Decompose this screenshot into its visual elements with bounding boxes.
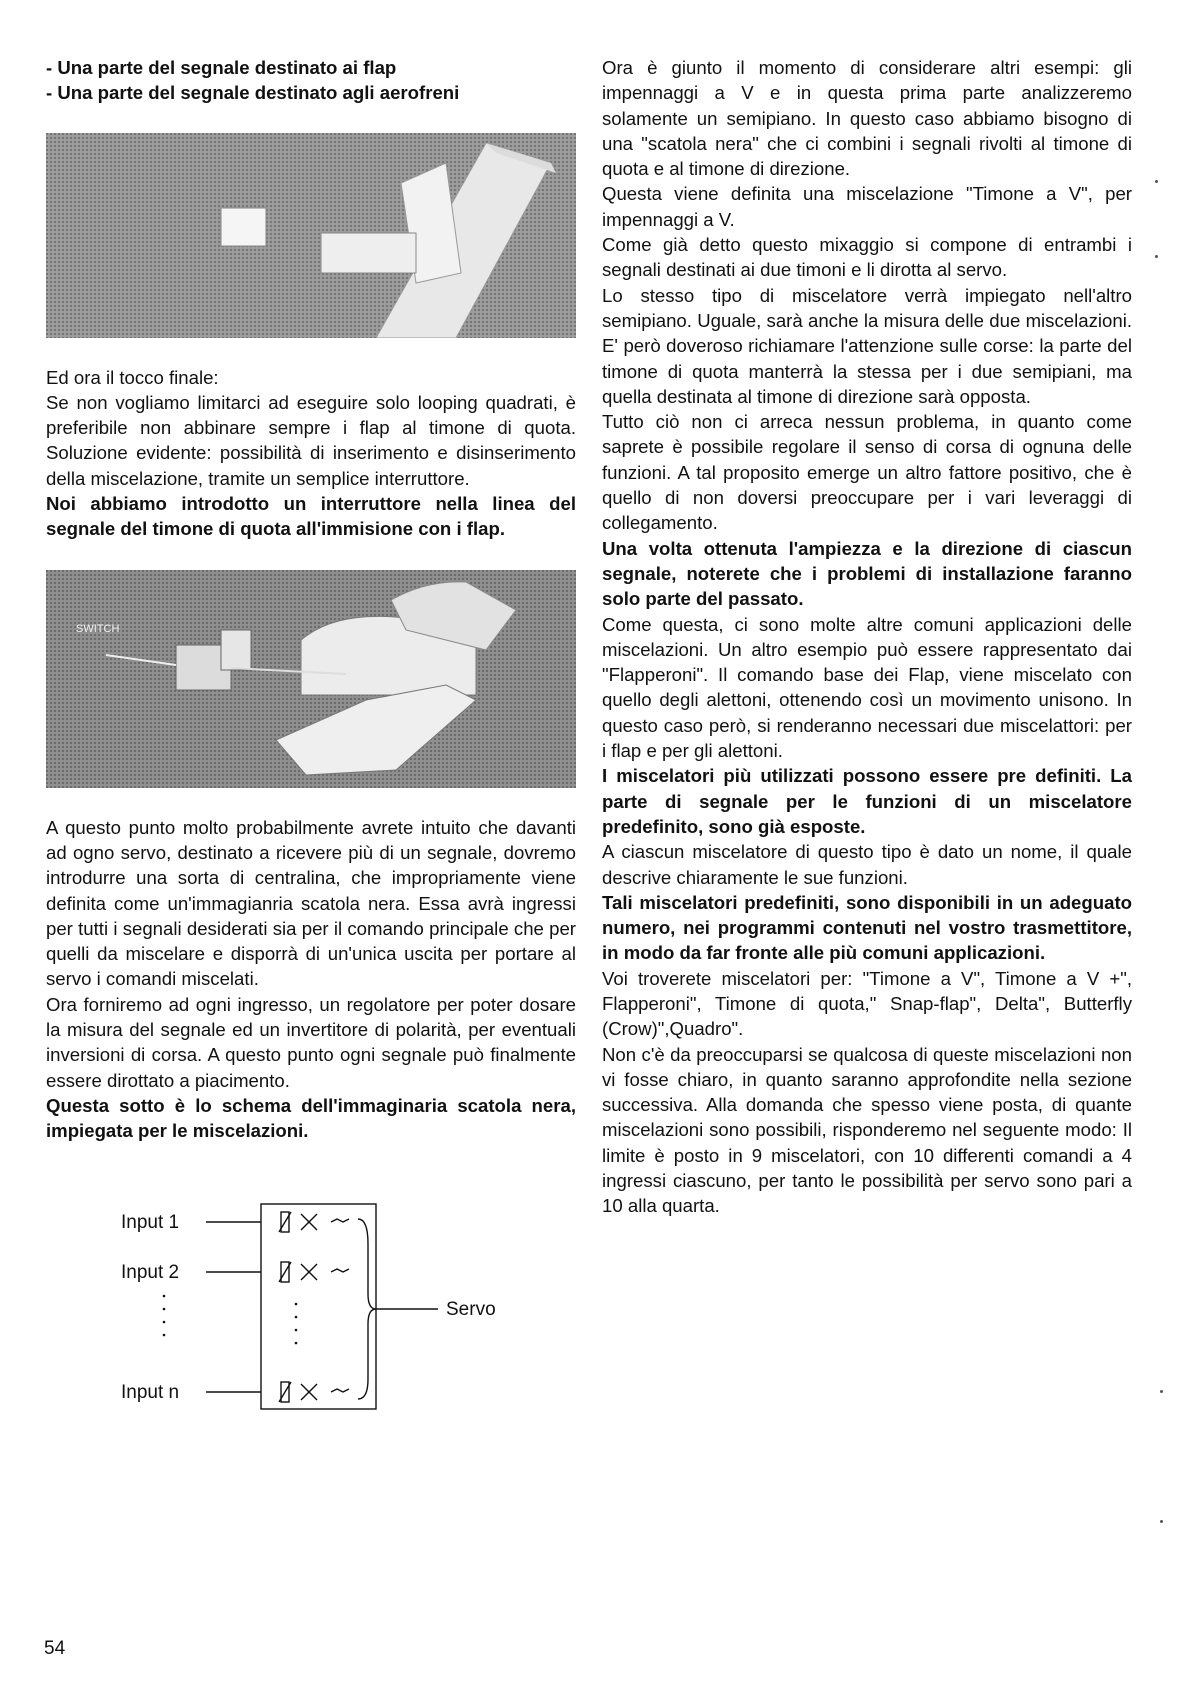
bullet-flap: - Una parte del segnale destinato ai flap xyxy=(46,57,397,78)
paragraph-disponibili-bold: Tali miscelatori predefiniti, sono disponibili in un adeguato numero, nei programmi contenuti nel vostro trasmettitore, in modo da far fronte alle più comuni applicazioni. xyxy=(602,891,1132,964)
diagram-input-2: Input 2 xyxy=(121,1261,180,1283)
paragraph-switch-bold: Noi abbiamo introdotto un interruttore nella linea del segnale del timone di quota all'immisione con i flap. xyxy=(46,493,576,540)
mixer-diagram xyxy=(46,1184,576,1484)
paragraph-impennaggi: Ora è giunto il momento di considerare altri esempi: gli impennaggi a V e in questa prima parte analizzeremo solamente un semipiano. In questo caso abbiamo bisogno di una "scatola nera" che ci combini i segnali rivolti al timone di quota e al timone di direzione. xyxy=(602,57,1132,180)
photo-switch-label: SWITCH xyxy=(76,622,120,635)
paragraph-ampiezza-bold: Una volta ottenuta l'ampiezza e la direzione di ciascun segnale, noterete che i problemi di installazione faranno solo parte del passato. xyxy=(602,537,1132,610)
page-number: 54 xyxy=(44,1638,66,1659)
scan-speck xyxy=(1160,1390,1163,1393)
paragraph-semipiano: Lo stesso tipo di miscelatore verrà impiegato nell'altro semipiano. Uguale, sarà anche la misura delle due miscelazioni. E' però doveroso richiamare l'attenzione sulle corse: la parte del timone di quota manterrà la stessa per i due semipiani, ma quella destinata al timone di direzione sarà opposta. xyxy=(602,284,1132,407)
paragraph-nome: A ciascun miscelatore di questo tipo è dato un nome, il quale descrive chiaramente le sue funzioni. xyxy=(602,841,1132,888)
paragraph-elenco-miscelatori: Voi troverete miscelatori per: "Timone a V", Timone a V +", Flapperoni", Timone di quota," Snap-flap", Delta", Butterfly (Crow)",Quadro". xyxy=(602,967,1132,1040)
paragraph-corsa: Tutto ciò non ci arreca nessun problema, in quanto come saprete è possibile regolare il senso di corsa di ognuna delle funzioni. A tal proposito emerge un altro fattore positivo, che è quello di non doversi preoccupare per i vari leveraggi di collegamento. xyxy=(602,411,1132,534)
photo-wing-flaps xyxy=(46,133,576,338)
paragraph-regolatore: Ora forniremo ad ogni ingresso, un regolatore per poter dosare la misura del segnale ed un invertitore di polarità, per eventuali inversioni di corsa. A questo punto ogni segnale può finalmente essere dirottato a piacimento. xyxy=(46,993,576,1091)
paragraph-predefiniti-bold: I miscelatori più utilizzati possono essere pre definiti. La parte di segnale per le funzioni di un miscelatore predefinito, sono già esposte. xyxy=(602,765,1132,837)
paragraph-limite: Non c'è da preoccuparsi se qualcosa di queste miscelazioni non vi fosse chiaro, in quanto saranno approfondite nella sezione successiva. Alla domanda che spesso viene posta, di quante miscelazioni sono possibili, risponderemo nel seguente modo: Il limite è posto in 9 miscelatori, con 10 differenti comandi a 4 ingressi ciascuno, per tanto le possibilità per servo sono pari a 10 alla quarta. xyxy=(602,1043,1132,1217)
paragraph-looping: Se non vogliamo limitarci ad eseguire solo looping quadrati, è preferibile non abbinare sempre i flap al timone di quota. Soluzione evidente: possibilità di inserimento e disinserimento della miscelazione, tramite un semplice interruttore. xyxy=(46,391,576,489)
diagram-output-servo: Servo xyxy=(446,1298,496,1320)
left-column xyxy=(46,55,576,1484)
paragraph-schema-bold: Questa sotto è lo schema dell'immaginaria scatola nera, impiegata per le miscelazioni. xyxy=(46,1094,576,1142)
paragraph-mixaggio: Come già detto questo mixaggio si compone di entrambi i segnali destinati ai due timoni e li dirotta al servo. xyxy=(602,234,1132,281)
bullet-airbrakes: - Una parte del segnale destinato agli aerofreni xyxy=(46,82,460,104)
scan-speck xyxy=(1160,1520,1163,1523)
scan-speck xyxy=(1155,255,1158,258)
right-column xyxy=(602,55,1132,1219)
paragraph-flapperoni: Come questa, ci sono molte altre comuni applicazioni delle miscelazioni. Un altro esempio può essere rappresentato dai "Flapperoni". Il comando base dei Flap, viene miscelato con quello degli alettoni, ottenendo così un movimento unisono. In questo caso però, si renderanno necessari due miscelattori: per i flap e per gli alettoni. xyxy=(602,613,1132,762)
photo-switch-flaps xyxy=(46,570,576,788)
diagram-input-1: Input 1 xyxy=(121,1211,180,1233)
paragraph-centralina: A questo punto molto probabilmente avrete intuito che davanti ad ogno servo, destinato a ricevere più di un segnale, dovremo introdurre una sorta di centralina, che impropriamente viene definita come un'immagianria scatola nera. Essa avrà ingressi per tutti i segnali desiderati sia per il comando principale che per quelli da miscelare e disporrà di un'unica uscita per portare al servo i comandi miscelati. xyxy=(46,816,576,990)
paragraph-timone-v: Questa viene definita una miscelazione "Timone a V", per impennaggi a V. xyxy=(602,183,1132,230)
paragraph-finale: Ed ora il tocco finale: xyxy=(46,366,219,388)
scan-speck xyxy=(1155,180,1158,183)
diagram-input-n: Input n xyxy=(121,1381,180,1403)
